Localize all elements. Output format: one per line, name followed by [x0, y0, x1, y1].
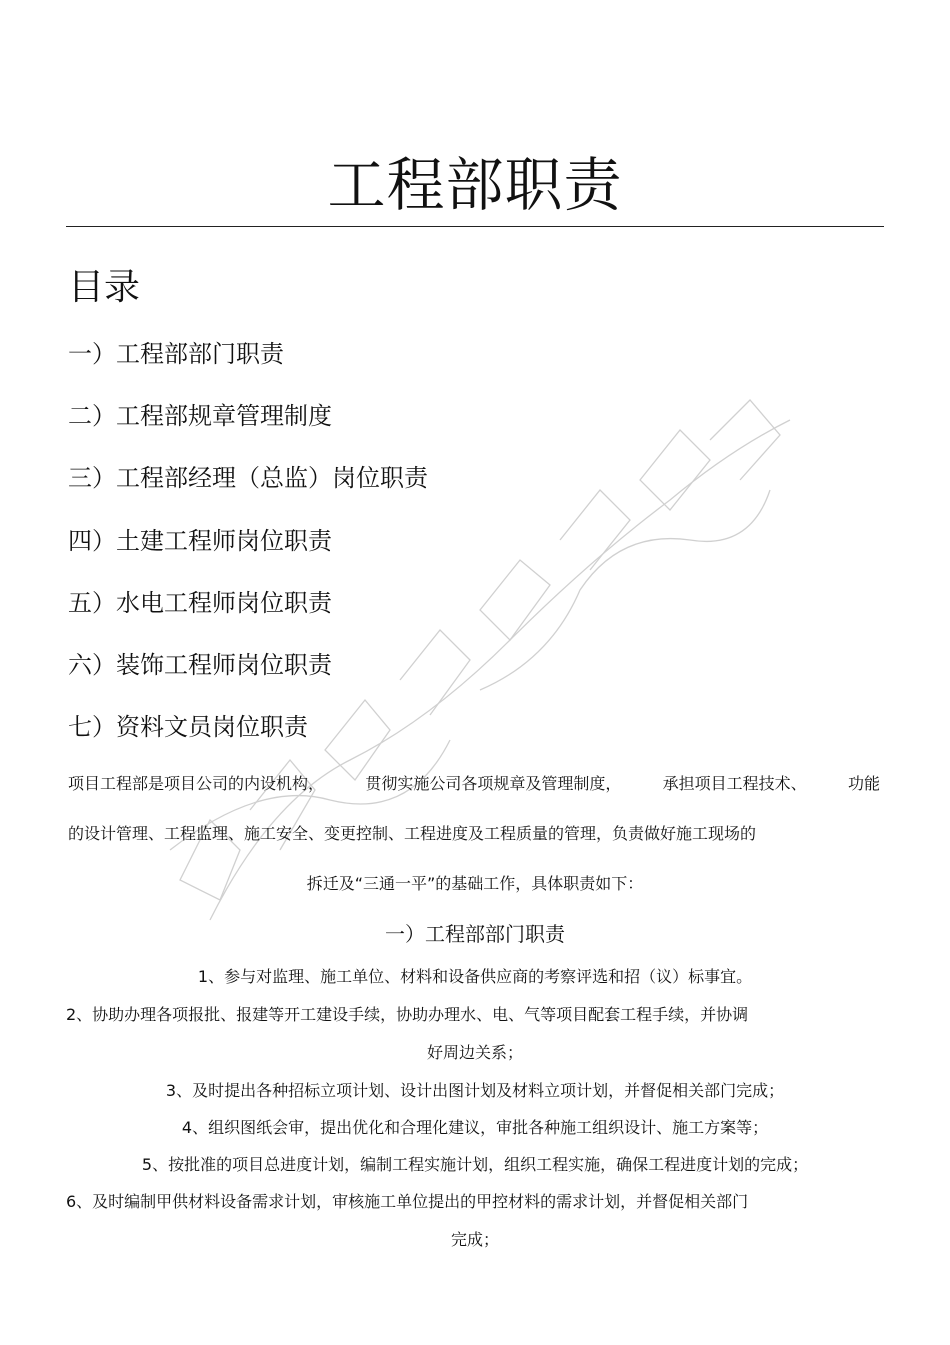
- intro-paragraph-line-2: 的设计管理、工程监理、施工安全、变更控制、工程进度及工程质量的管理，负责做好施工现场的: [68, 824, 757, 843]
- toc-item: 五）水电工程师岗位职责: [68, 589, 332, 617]
- title-divider: [66, 226, 884, 227]
- duty-item: 3、及时提出各种招标立项计划、设计出图计划及材料立项计划，并督促相关部门完成；: [165, 1081, 785, 1100]
- duty-item: 2、协助办理各项报批、报建等开工建设手续，协助办理水、电、气等项目配套工程手续，并协调: [66, 1005, 749, 1024]
- toc-heading: 目录: [68, 267, 141, 308]
- intro-fragment: 项目工程部是项目公司的内设机构，: [68, 774, 325, 793]
- toc-item: 三）工程部经理（总监）岗位职责: [68, 464, 428, 492]
- duty-item: 4、组织图纸会审，提出优化和合理化建议，审批各种施工组织设计、施工方案等；: [181, 1118, 769, 1137]
- intro-fragment: 承担项目工程技术、: [662, 774, 807, 793]
- section-heading: 一）工程部部门职责: [385, 922, 565, 946]
- intro-fragment: 贯彻实施公司各项规章及管理制度，: [365, 774, 622, 793]
- toc-item: 六）装饰工程师岗位职责: [68, 651, 332, 679]
- document-title: 工程部职责: [327, 151, 623, 219]
- toc-item: 一）工程部部门职责: [68, 340, 284, 368]
- duty-item-continuation: 好周边关系；: [426, 1043, 523, 1062]
- duty-item: 6、及时编制甲供材料设备需求计划，审核施工单位提出的甲控材料的需求计划，并督促相关部门: [66, 1192, 749, 1211]
- toc-item: 七）资料文员岗位职责: [68, 713, 308, 741]
- duty-item: 1、参与对监理、施工单位、材料和设备供应商的考察评选和招（议）标事宜。: [197, 967, 753, 986]
- intro-paragraph-line-1: [68, 773, 880, 795]
- duty-item: 5、按批准的项目总进度计划，编制工程实施计划，组织工程实施，确保工程进度计划的完成；: [141, 1155, 809, 1174]
- intro-paragraph-line-3: 拆迁及“三通一平”的基础工作，具体职责如下：: [306, 874, 644, 893]
- toc-item: 二）工程部规章管理制度: [68, 402, 332, 430]
- toc-item: 四）土建工程师岗位职责: [68, 527, 332, 555]
- intro-fragment: 功能: [847, 774, 880, 793]
- duty-item-continuation: 完成；: [450, 1230, 499, 1249]
